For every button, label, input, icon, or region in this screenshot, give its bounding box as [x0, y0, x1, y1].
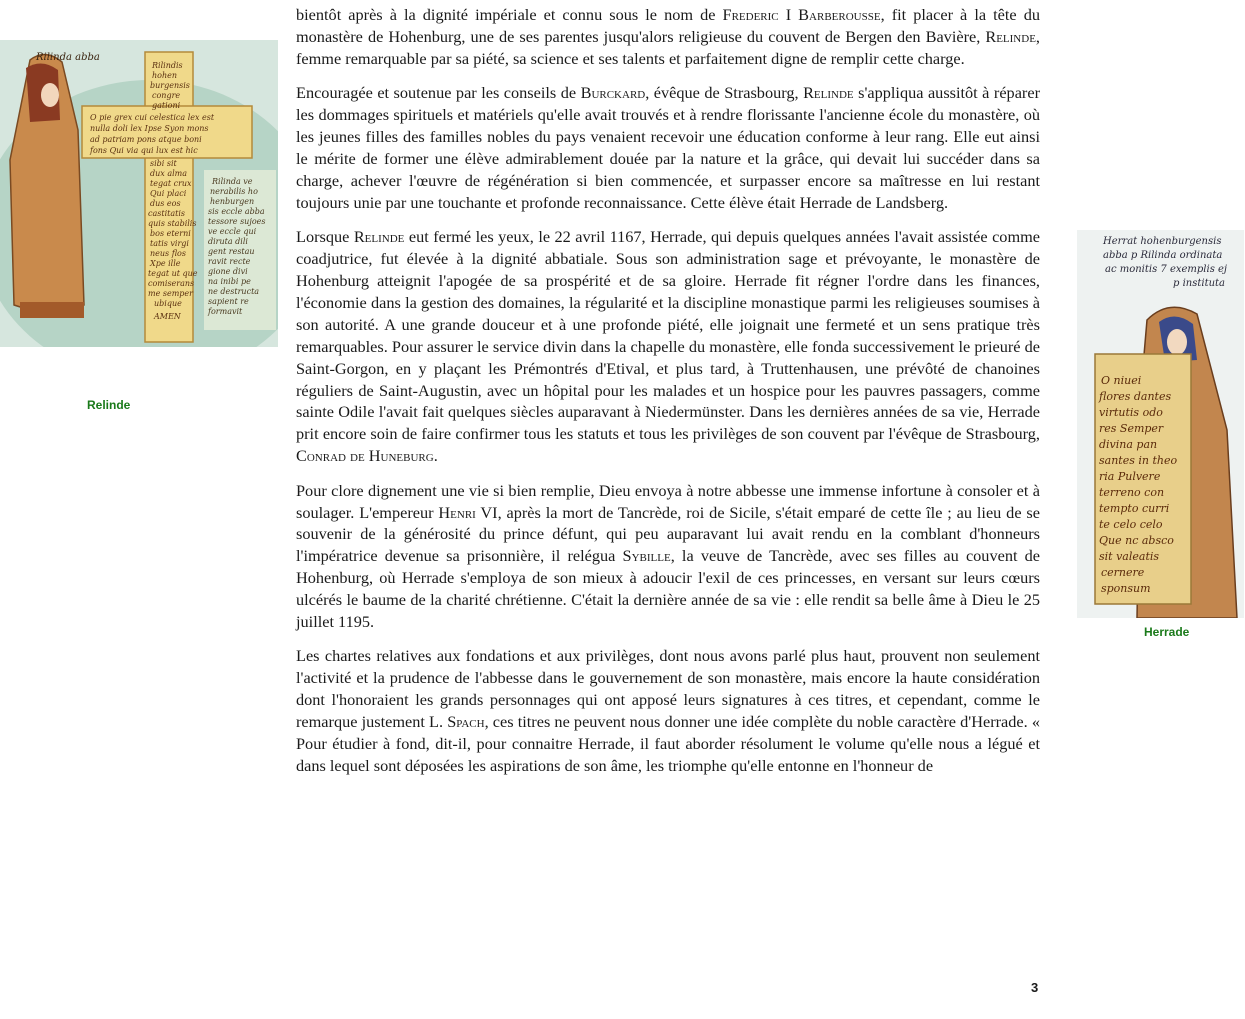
scroll-text-line: res Semper	[1099, 422, 1164, 435]
cross-text-line: Rilindis	[152, 61, 183, 70]
proper-name: Conrad de Huneburg	[296, 446, 434, 466]
relinde-illustration	[0, 40, 278, 347]
proper-name: Burckard	[580, 83, 646, 103]
cross-lower-line: AMEN	[154, 312, 181, 321]
side-text-line: ne destructa	[208, 287, 260, 296]
proper-name: Relinde	[985, 26, 1036, 46]
text-run: , fit placer à la tête du monastère de Hohenburg, une de ses parentes jusqu'alors religieuse du couvent de Bergen den Bavière,	[296, 5, 1040, 46]
cross-arm-line: nulla doli lex Ipse Syon mons	[90, 124, 209, 133]
side-text-line: henburgen	[210, 197, 255, 206]
page-number: 3	[1031, 980, 1039, 995]
scroll-text-line: sponsum	[1101, 582, 1151, 595]
cross-lower-line: bos eterni	[150, 229, 191, 238]
cross-lower-line: ubique	[154, 299, 182, 308]
proper-name: Henri VI	[438, 502, 498, 522]
proper-name: Spach	[447, 712, 485, 732]
side-text-line: gione divi	[208, 267, 248, 276]
text-run: Encouragée et soutenue par les conseils de	[296, 83, 581, 103]
paragraph	[296, 645, 1040, 776]
herrade-header-line: p instituta	[1173, 278, 1226, 289]
scroll-text-line: sit valeatis	[1099, 550, 1160, 563]
cross-arm-line: ad patriam pons atque boni	[90, 135, 202, 144]
cross-lower-line: tegat ut que	[148, 269, 198, 278]
cross-lower-line: dux alma	[150, 169, 188, 178]
text-run: , après la mort de Tancrède, roi de Sicile, s'était emparé de cette île ; au lieu de se souvenir de la générosité du prince défunt, qui peu auparavant lui avait rendu en la comblant d'honneurs l'impératrice devenue sa prisonnière, il relégua	[296, 502, 1040, 566]
side-text-line: tessore sujoes	[208, 217, 266, 226]
cross-text-line: congre	[152, 91, 181, 100]
cross-lower-line: dus eos	[150, 199, 181, 208]
text-run: , la veuve de Tancrède, avec ses filles au couvent de Hohenburg, où Herrade s'employa de son mieux à adoucir l'exil de ces princesses, en versant sur leurs cœurs ulcérés le baume de la charité chrétienne. C'était la dernière année de sa vie : elle rendit sa belle âme à Dieu le 25 juillet 1195.	[296, 546, 1040, 632]
scroll-text-line: tempto curri	[1099, 502, 1170, 515]
scroll-text-line: terreno con	[1099, 486, 1165, 499]
proper-name: Frederic I Barberousse	[722, 5, 881, 24]
side-text-line: ravit recte	[208, 257, 251, 266]
relinde-caption: Relinde	[87, 398, 131, 412]
paragraph	[296, 226, 1040, 467]
text-run: s'appliqua aussitôt à réparer les dommages spirituels et matériels qu'elle avait trouvés et à rendre florissante l'ancienne école du monastère, où les jeunes filles des familles nobles du pays venaient recevoir une éducation conforme à leur rang. Elle eut ainsi le mérite de former une élève admirablement douée par la nature et la grâce, qui devait lui succéder dans sa charge, achever l'œuvre de régénération si bien commencée, et surpasser encore sa maîtresse en lui restant toujours unie par une touchante et profonde reconnaissance. Cette élève était Herrade de Landsberg.	[296, 83, 1040, 212]
side-text-line: gent restau	[208, 247, 255, 256]
herrade-header-line: abba p Rilinda ordinata	[1103, 250, 1223, 261]
cross-lower-line: me semper	[148, 289, 193, 298]
side-text-line: sis eccle abba	[208, 207, 265, 216]
cross-lower-line: comiserans	[148, 279, 195, 288]
proper-name: Relinde	[353, 227, 405, 247]
cross-lower-line: sibi sit	[150, 159, 177, 168]
side-text-line: ve eccle qui	[208, 227, 257, 236]
text-run: , évêque de Strasbourg,	[645, 83, 804, 103]
text-run: .	[433, 446, 438, 466]
scroll-text-line: virtutis odo	[1099, 406, 1163, 419]
cross-arm-line: O pie grex cui celestica lex est	[90, 113, 215, 122]
scroll-text-line: O niuei	[1101, 374, 1142, 387]
relinde-miniature	[0, 40, 278, 347]
scroll-text-line: Que nc absco	[1099, 534, 1174, 547]
scroll-text-line: ria Pulvere	[1099, 470, 1161, 483]
herrade-header-line: Herrat hohenburgensis	[1103, 236, 1222, 247]
side-text-line: na inibi pe	[208, 277, 251, 286]
cross-text-line: hohen	[152, 71, 178, 80]
cross-lower-line: tegat crux	[150, 179, 192, 188]
cross-text-line: gationi	[152, 101, 181, 110]
relinde-label: Rilinda abba	[36, 52, 100, 63]
side-text-line: sapient re	[208, 297, 249, 306]
cross-lower-line: Xpe ille	[150, 259, 181, 268]
text-run: Lorsque	[296, 227, 354, 247]
herrade-miniature	[1077, 230, 1244, 618]
herrade-illustration	[1077, 230, 1244, 618]
main-text	[296, 4, 1040, 789]
cross-arm-line: fons Qui via qui lux est hic	[90, 146, 198, 155]
proper-name: Relinde	[803, 83, 854, 103]
cross-lower-line: Qui placi	[150, 189, 187, 198]
paragraph	[296, 480, 1040, 633]
cross-lower-line: quis stabilis	[148, 219, 197, 228]
herrade-header-line: ac monitis 7 exemplis ej	[1105, 264, 1228, 275]
cross-lower-line: castitatis	[148, 209, 185, 218]
text-run: Les chartes relatives aux fondations et aux privilèges, dont nous avons parlé plus haut, prouvent non seulement l'activité et la prudence de l'abbesse dans le gouvernement de son monastère, mais encore la haute considération dont l'honoraient les grands personnages qui ont apposé leurs signatures à ces titres, et cependant, comme le remarque justement L.	[296, 646, 1040, 732]
cross-text-line: burgensis	[150, 81, 190, 90]
paragraph	[296, 4, 1040, 70]
scroll-text-line: santes in theo	[1099, 454, 1178, 467]
text-run: eut fermé les yeux, le 22 avril 1167, Herrade, qui depuis quelques années l'avait assistée comme coadjutrice, fut élevée à la dignité abbatiale. Sous son administration sage et prévoyante, le monastère de Hohenburg atteignit l'apogée de sa prospérité et de sa gloire. Herrade fit régner l'ordre dans les finances, l'économie dans la gestion des domaines, la régularité et la discipline monastique parmi les religieuses soumises à son autorité. A une grande douceur et à une profonde piété, elle joignait une fermeté et un sens pratique très remarquables. Pour assurer le service divin dans la chapelle du monastère, elle fonda successivement le prieuré de Saint-Gorgon, en y plaçant les Prémontrés d'Etival, et plus tard, à Truttenhausen, une prévôté de chanoines réguliers de Saint-Augustin, avec un hôpital pour les malades et un hospice pour les pauvres passagers, comme sainte Odile l'avait fait quelques siècles auparavant à Niedermünster. Dans les dernières années de sa vie, Herrade prit encore soin de faire confirmer tous les statuts et tous les privilèges de son couvent par l'évêque de Strasbourg,	[296, 227, 1041, 444]
text-run: , femme remarquable par sa piété, sa science et ses talents et parfaitement digne de remplir cette charge.	[296, 26, 1040, 68]
text-run: Pour clore dignement une vie si bien remplie, Dieu envoya à notre abbesse une immense infortune à consoler et à soulager. L'empereur	[296, 480, 1040, 522]
side-text-line: nerabilis ho	[210, 187, 258, 196]
side-text-line: diruta dili	[208, 237, 248, 246]
cross-lower-line: tatis virgi	[150, 239, 189, 248]
herrade-caption: Herrade	[1144, 625, 1190, 639]
proper-name: Sybille	[622, 546, 671, 566]
side-text-line: Rilinda ve	[212, 177, 253, 186]
scroll-text-line: divina pan	[1099, 438, 1158, 451]
scroll-text-line: cernere	[1101, 566, 1145, 579]
text-run: , ces titres ne peuvent nous donner une idée complète du noble caractère d'Herrade. « Pour étudier à fond, dit-il, pour connaitre Herrade, il faut aborder résolument le volume qu'elle nous a légué et dans lequel sont déposées les aspirations de son âme, les triomphe qu'elle entonne en l'honneur de	[296, 712, 1040, 775]
text-run: bientôt après à la dignité impériale et connu sous le nom de	[296, 5, 723, 24]
scroll-text-line: te celo celo	[1099, 518, 1163, 531]
scroll-text-line: flores dantes	[1099, 390, 1172, 403]
paragraph	[296, 82, 1040, 213]
cross-lower-line: neus flos	[150, 249, 186, 258]
side-text-line: formavit	[208, 307, 243, 316]
